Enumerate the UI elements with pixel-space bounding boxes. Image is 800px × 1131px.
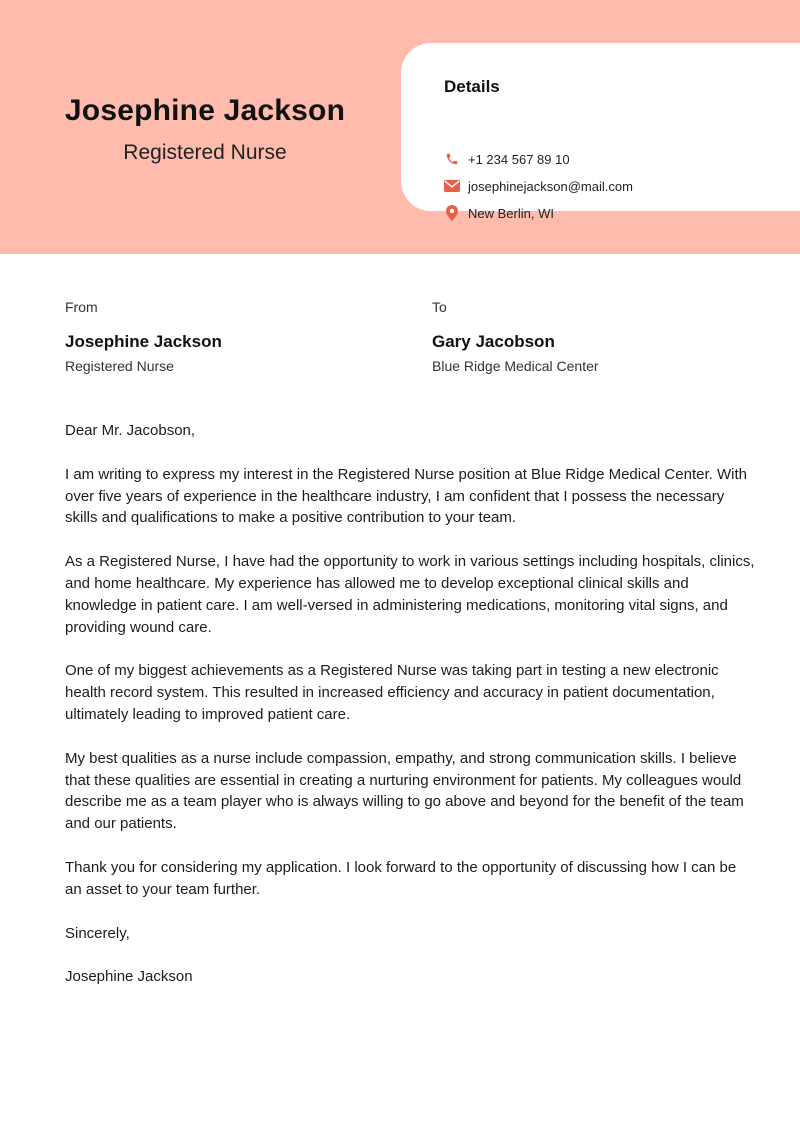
location-pin-icon bbox=[444, 205, 460, 221]
letter-salutation: Dear Mr. Jacobson, bbox=[65, 422, 196, 439]
to-name: Gary Jacobson bbox=[432, 332, 555, 351]
letter-paragraph: One of my biggest achievements as a Registered Nurse was taking part in testing a new electronic health record system. This resulted in increased efficiency and accuracy in patient documentation, ultimately leading to improved patient care. bbox=[65, 662, 719, 723]
letter-paragraph: As a Registered Nurse, I have had the opportunity to work in various settings including hospitals, clinics, and home healthcare. My experience has allowed me to develop exceptional clinical skills and knowledge in patient care. I am well-versed in administering medications, monitoring vital signs, and providing wound care. bbox=[65, 553, 755, 636]
letter-paragraph: Thank you for considering my application. I look forward to the opportunity of discussing how I can be an asset to your team further. bbox=[65, 858, 737, 898]
detail-email-row bbox=[444, 176, 633, 196]
to-subtitle: Blue Ridge Medical Center bbox=[432, 358, 599, 374]
detail-location-text: New Berlin, WI bbox=[468, 205, 554, 221]
email-icon bbox=[444, 178, 460, 194]
from-label: From bbox=[65, 299, 98, 315]
from-name: Josephine Jackson bbox=[65, 332, 222, 351]
detail-phone-text: +1 234 567 89 10 bbox=[468, 151, 570, 167]
detail-phone-row bbox=[444, 149, 570, 169]
letter-signature: Josephine Jackson bbox=[65, 968, 193, 986]
letter-closing: Sincerely, bbox=[65, 924, 130, 942]
detail-email-text: josephinejackson@mail.com bbox=[468, 178, 633, 194]
from-subtitle: Registered Nurse bbox=[65, 358, 174, 374]
details-card bbox=[401, 43, 800, 221]
letter-body bbox=[65, 420, 755, 1010]
header-name: Josephine Jackson bbox=[64, 94, 346, 127]
details-heading: Details bbox=[444, 77, 500, 96]
phone-icon bbox=[444, 151, 460, 167]
to-label: To bbox=[432, 299, 447, 315]
letter-paragraph: I am writing to express my interest in the Registered Nurse position at Blue Ridge Medical Center. With over five years of experience in the healthcare industry, I am confident that I possess the necessary skills and qualifications to make a positive contribution to your team. bbox=[65, 465, 747, 527]
detail-location-row bbox=[444, 203, 554, 223]
header-name-block bbox=[0, 92, 410, 166]
from-block bbox=[65, 298, 222, 375]
letter-paragraph: My best qualities as a nurse include compassion, empathy, and strong communication skills. I believe that these qualities are essential in creating a nurturing environment for patients. My colleagues would describe me as a team player who is always willing to go above and beyond for the benefit of the team and our patients. bbox=[65, 749, 744, 833]
to-block bbox=[432, 298, 599, 375]
header-title: Registered Nurse bbox=[123, 141, 287, 164]
